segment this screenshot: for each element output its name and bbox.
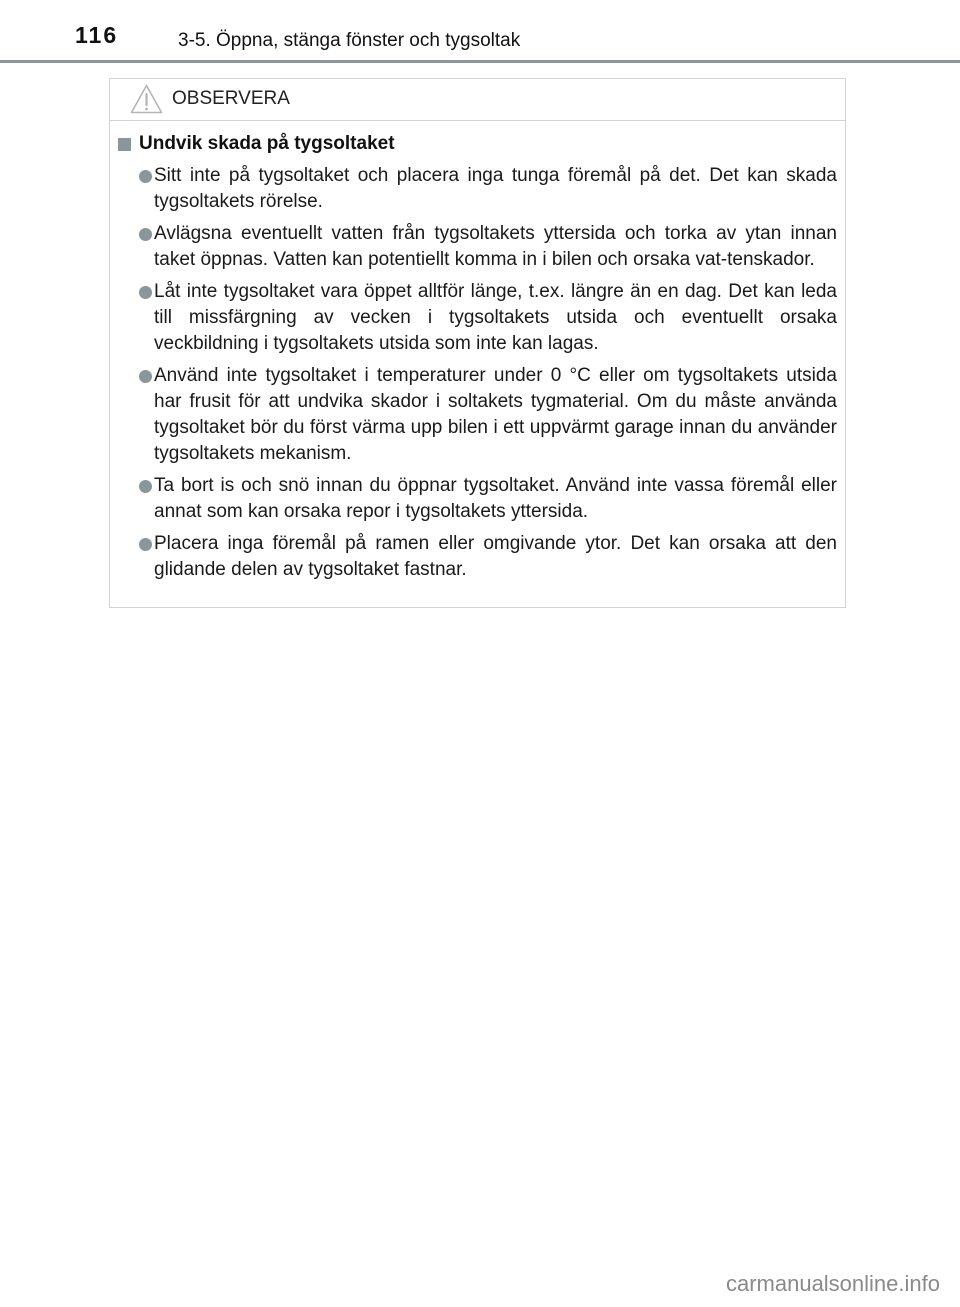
- square-bullet-icon: [118, 138, 131, 151]
- subheading: [118, 131, 837, 157]
- caution-body: [110, 131, 845, 589]
- bullet-dot-icon: [139, 286, 152, 299]
- list-item: [114, 531, 837, 583]
- page-header: [0, 0, 960, 64]
- page-number: 116: [75, 22, 119, 48]
- list-item-text: Placera inga föremål på ramen eller omgivande ytor. Det kan orsaka att den glidande delen av tygsoltaket fastnar.: [154, 533, 837, 580]
- list-item-text: Använd inte tygsoltaket i temperaturer under 0 °C eller om tygsoltakets utsida har frusit för att undvika skador i soltakets tygmaterial. Om du måste använda tygsoltaket bör du först värma upp bilen i ett uppvärmt garage innan du använder tygsoltakets mekanism.: [154, 365, 837, 464]
- caution-box: [109, 78, 846, 608]
- list-item: [114, 473, 837, 525]
- bullet-dot-icon: [139, 170, 152, 183]
- bullet-dot-icon: [139, 370, 152, 383]
- list-item: [114, 279, 837, 357]
- list-item-text: Låt inte tygsoltaket vara öppet alltför länge, t.ex. längre än en dag. Det kan leda till missfärgning av vecken i tygsoltakets utsida och eventuellt orsaka veckbildning i tygsoltakets utsida som inte kan lagas.: [154, 281, 837, 354]
- list-item-text: Avlägsna eventuellt vatten från tygsoltakets yttersida och torka av ytan innan taket öppnas. Vatten kan potentiellt komma in i bilen och orsaka vat-tenskador.: [154, 223, 837, 270]
- header-rule: [0, 60, 960, 63]
- bullet-dot-icon: [139, 538, 152, 551]
- list-item-text: Ta bort is och snö innan du öppnar tygsoltaket. Använd inte vassa föremål eller annat som kan orsaka repor i tygsoltakets yttersida.: [154, 475, 837, 522]
- list-item: [114, 163, 837, 215]
- watermark-text: carmanualsonline.info: [725, 1271, 940, 1296]
- bullet-list: [114, 163, 837, 583]
- caution-header: [110, 79, 845, 121]
- list-item: [114, 363, 837, 467]
- bullet-dot-icon: [139, 480, 152, 493]
- list-item: [114, 221, 837, 273]
- caution-label: OBSERVERA: [172, 88, 290, 109]
- list-item-text: Sitt inte på tygsoltaket och placera inga tunga föremål på det. Det kan skada tygsoltakets rörelse.: [154, 165, 837, 212]
- section-title: 3-5. Öppna, stänga fönster och tygsoltak: [178, 30, 521, 51]
- warning-triangle-icon: [130, 84, 163, 114]
- subheading-text: Undvik skada på tygsoltaket: [139, 133, 395, 154]
- bullet-dot-icon: [139, 228, 152, 241]
